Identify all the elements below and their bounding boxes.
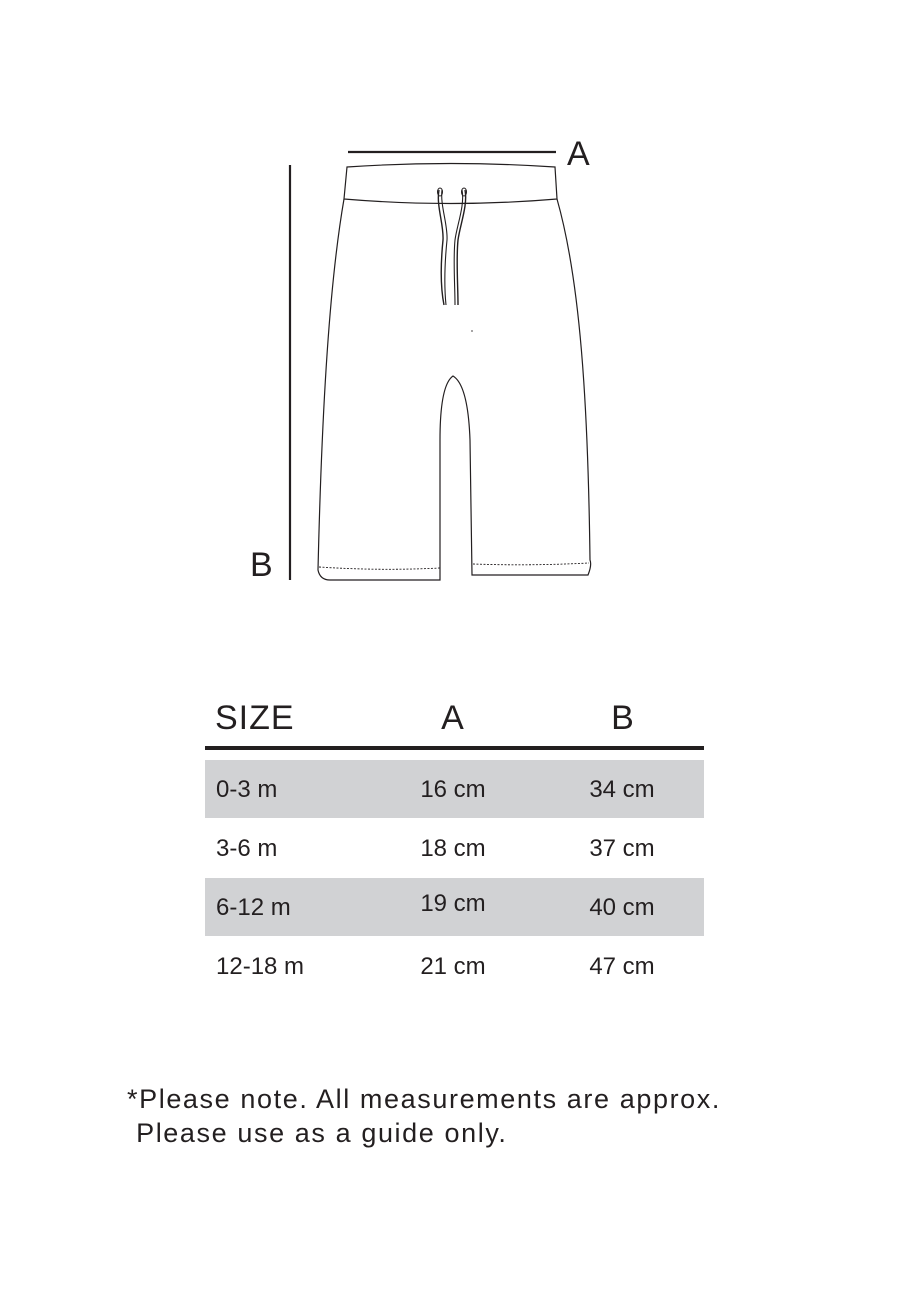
- shorts-diagram: [0, 0, 908, 640]
- table-header: [205, 690, 704, 750]
- measurement-note: [127, 1082, 721, 1150]
- hem-stitch-right: [473, 563, 589, 565]
- waistband: [344, 164, 557, 204]
- cell-a: 18 cm: [420, 835, 486, 862]
- measure-label-b: B: [250, 546, 273, 584]
- size-table: [205, 690, 704, 980]
- drawstring-right-inner: [454, 190, 463, 305]
- cell-a: 16 cm: [420, 776, 486, 803]
- cell-size: 0-3 m: [216, 776, 278, 803]
- cell-b: 34 cm: [589, 776, 655, 803]
- cell-size: 6-12 m: [216, 894, 291, 921]
- hem-stitch-left: [319, 567, 440, 569]
- cell-size: 3-6 m: [216, 835, 278, 862]
- table-row: [205, 878, 704, 936]
- cell-a: 21 cm: [420, 953, 486, 980]
- cell-a: 19 cm: [420, 890, 486, 917]
- header-b: B: [611, 699, 635, 737]
- header-size: SIZE: [215, 699, 295, 737]
- table-row: [205, 819, 704, 877]
- measure-label-a: A: [567, 135, 590, 173]
- table-row: [205, 937, 704, 995]
- cell-b: 40 cm: [589, 894, 655, 921]
- cell-b: 37 cm: [589, 835, 655, 862]
- cell-size: 12-18 m: [216, 953, 305, 980]
- note-line-1: *Please note. All measurements are approx.: [127, 1084, 721, 1114]
- table-body: [205, 760, 704, 996]
- table-row: [205, 760, 704, 818]
- note-line-2: Please use as a guide only.: [127, 1118, 508, 1148]
- header-a: A: [441, 699, 465, 737]
- cell-b: 47 cm: [589, 953, 655, 980]
